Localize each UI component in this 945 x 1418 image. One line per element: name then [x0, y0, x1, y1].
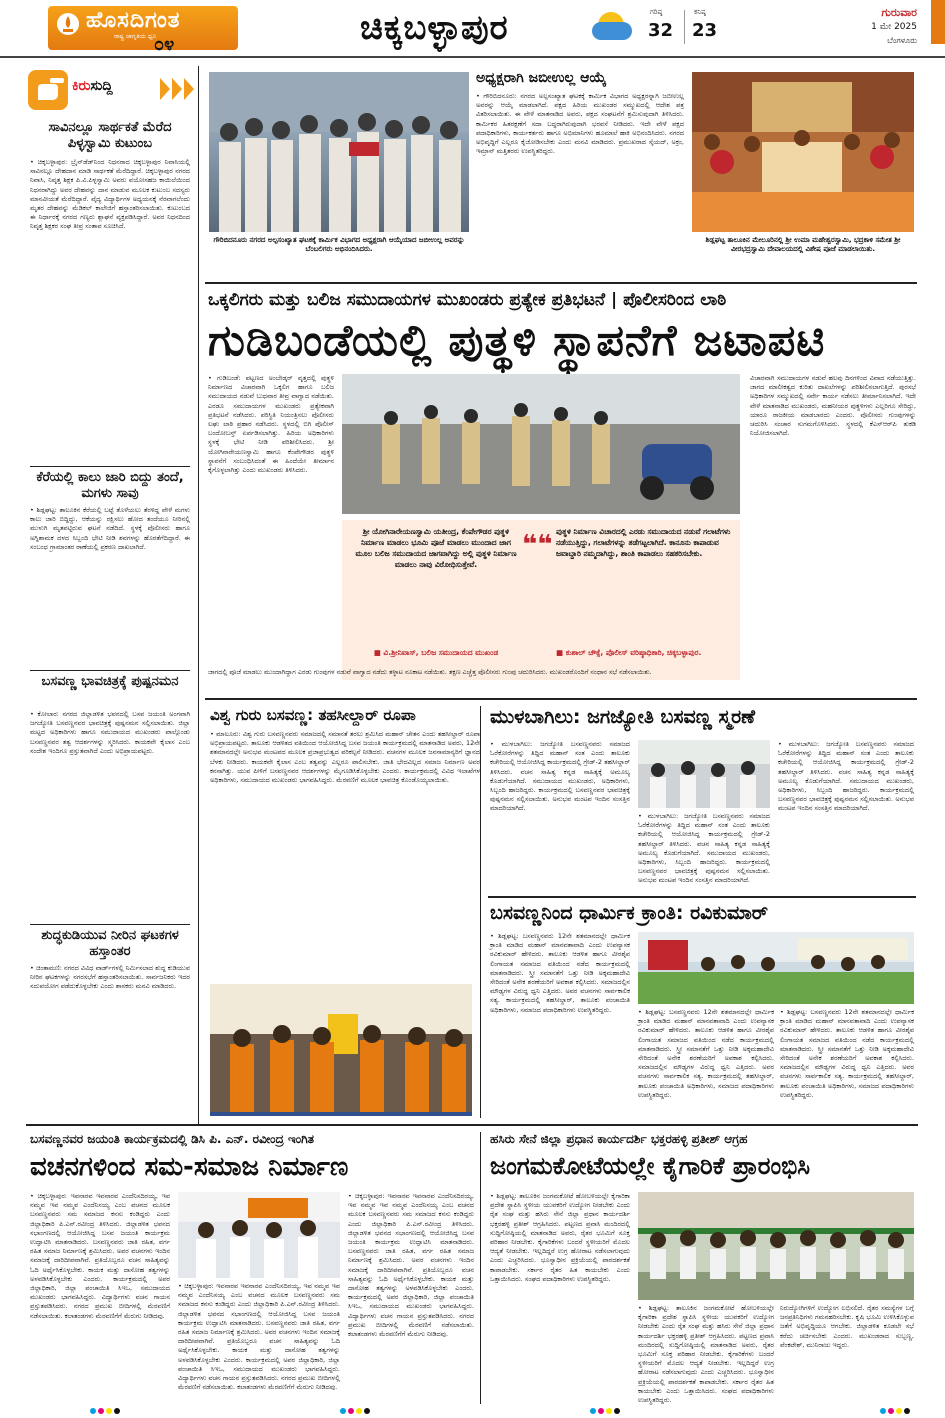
story-jangamakote-2: • ಶಿಡ್ಲಘಟ್ಟ: ತಾಲೂಕಿನ ಜಂಗಮಕೋಟೆ ಹೋಬಳಿಯಲ್ಲೇ ಕೈಗಾರಿಕಾ ಪ್ರದೇಶ ಸ್ಥಾಪಿಸಿ ಸ್ಥಳೀಯ ಯುವಕರಿಗೆ ಉದ್ಯೋಗ ನೀಡಬೇಕು ಎಂದು ರೈತ ಸಂಘ ಮತ್ತು ಹಸಿರು ಸೇನೆ ಜಿಲ್ಲಾ ಪ್ರಧಾನ ಕಾರ್ಯದರ್ಶಿ ಭಕ್ತರಹಳ್ಳಿ ಪ್ರತೀಶ್ ಆಗ್ರಹಿಸಿದರು. ಪಟ್ಟಣದ ಪ್ರವಾಸಿ ಮಂದಿರದಲ್ಲಿ ಸುದ್ದಿಗೋಷ್ಠಿಯಲ್ಲಿ ಮಾತನಾಡಿದ ಅವರು, ರೈತರ ಭೂಮಿಗೆ ಸೂಕ್ತ ಪರಿಹಾರ ನೀಡಬೇಕು. ಕೈಗಾರಿಕೆಗಳು ಬಂದರೆ ಸ್ಥಳೀಯರಿಗೆ ಮೊದಲ ಆದ್ಯತೆ ನೀಡಬೇಕು. ಇಲ್ಲದಿದ್ದರೆ ಉಗ್ರ ಹೋರಾಟ ನಡೆಸಲಾಗುವುದು ಎಂದು ಎಚ್ಚರಿಸಿದರು. ಭೂಸ್ವಾಧೀನ ಪ್ರಕ್ರಿಯೆಯಲ್ಲಿ ಪಾರದರ್ಶಕತೆ ಕಾಪಾಡಬೇಕು. ಸರ್ಕಾರ ರೈತರ ಹಿತ ಕಾಯಬೇಕು ಎಂದು ಒತ್ತಾಯಿಸಿದರು. ಸಂಘದ ಪದಾಧಿಕಾರಿಗಳು ಉಪಸ್ಥಿತರಿದ್ದರು. [638, 1304, 774, 1405]
registration-dots [590, 1408, 620, 1414]
story-mulbagal-2: • ಮುಳಬಾಗಿಲು: ಜಗಜ್ಯೋತಿ ಬಸವಣ್ಣನವರು ಸಮಾಜದ ಓರೆಕೋರೆಗಳನ್ನು ತಿದ್ದಿದ ಮಹಾನ್ ಸಂತ ಎಂದು ತಾಲೂಕು ಕಚೇರಿಯಲ್ಲಿ ಆಯೋಜಿಸಿದ್ದ ಕಾರ್ಯಕ್ರಮದಲ್ಲಿ ಗ್ರೇಡ್-2 ತಹಸೀಲ್ದಾರ್ ತಿಳಿಸಿದರು. ವಚನ ಸಾಹಿತ್ಯ ಕನ್ನಡ ಸಾಹಿತ್ಯಕ್ಕೆ ಅಮೂಲ್ಯ ಕೊಡುಗೆಯಾಗಿದೆ. ಸಮುದಾಯದ ಮುಖಂಡರು, ಅಧಿಕಾರಿಗಳು, ಸಿಬ್ಬಂದಿ ಹಾಜರಿದ್ದರು. ಕಾರ್ಯಕ್ರಮದಲ್ಲಿ ಬಸವಣ್ಣನವರ ಭಾವಚಿತ್ರಕ್ಕೆ ಪುಷ್ಪನಮನ ಸಲ್ಲಿಸಲಾಯಿತು. ಅನುಭವ ಮಂಟಪ ಇಂದಿನ ಸಂಸತ್ತಿನ ಮಾದರಿಯಾಗಿದೆ. [778, 740, 914, 813]
story-ravikumar-3: • ಶಿಡ್ಲಘಟ್ಟ: ಬಸವಣ್ಣನವರು 12ನೇ ಶತಮಾನದಲ್ಲೇ ಧಾರ್ಮಿಕ ಕ್ರಾಂತಿ ಮಾಡಿದ ಮಹಾನ್ ಮಾನವತಾವಾದಿ ಎಂದು ಉಪನ್ಯಾಸಕ ರವಿಕುಮಾರ್ ಹೇಳಿದರು. ತಾಲೂಕು ಆಡಳಿತ ಹಾಗೂ ವೀರಶೈವ ಲಿಂಗಾಯತ ಸಮಾಜದ ವತಿಯಿಂದ ನಡೆದ ಕಾರ್ಯಕ್ರಮದಲ್ಲಿ ಮಾತನಾಡಿದರು. ಸ್ತ್ರೀ ಸಮಾನತೆಗೆ ಒತ್ತು ನೀಡಿ ಅಕ್ಕಮಹಾದೇವಿ ಸೇರಿದಂತೆ ಅನೇಕ ಶರಣೆಯರಿಗೆ ಅವಕಾಶ ಕಲ್ಪಿಸಿದರು. ಸಮಾಜದಲ್ಲಿನ ಮೌಢ್ಯಗಳ ವಿರುದ್ಧ ಧ್ವನಿ ಎತ್ತಿದರು. ಅವರ ವಚನಗಳು ಸಾರ್ವಕಾಲಿಕ ಸತ್ಯ. ಕಾರ್ಯಕ್ರಮದಲ್ಲಿ ತಹಸೀಲ್ದಾರ್, ತಾಲೂಕು ಪಂಚಾಯಿತಿ ಅಧಿಕಾರಿಗಳು, ಸಮಾಜದ ಪದಾಧಿಕಾರಿಗಳು ಉಪಸ್ಥಿತರಿದ್ದರು. [780, 1008, 914, 1099]
quote-balija-by: ■ ವಿ.ಶ್ರೀನಿವಾಸ್, ಬಲಿಜ ಸಮುದಾಯದ ಮುಖಂಡ [373, 648, 499, 657]
quote-mark-icon: ❝❝ [522, 530, 553, 560]
headline-left-2: ಕೆರೆಯಲ್ಲಿ ಕಾಲು ಜಾರಿ ಬಿದ್ದು ತಂದೆ, ಮಗಳು ಸಾವು [36, 470, 184, 501]
story-mulbagal-3: • ಮುಳಬಾಗಿಲು: ಜಗಜ್ಯೋತಿ ಬಸವಣ್ಣನವರು ಸಮಾಜದ ಓರೆಕೋರೆಗಳನ್ನು ತಿದ್ದಿದ ಮಹಾನ್ ಸಂತ ಎಂದು ತಾಲೂಕು ಕಚೇರಿಯಲ್ಲಿ ಆಯೋಜಿಸಿದ್ದ ಕಾರ್ಯಕ್ರಮದಲ್ಲಿ ಗ್ರೇಡ್-2 ತಹಸೀಲ್ದಾರ್ ತಿಳಿಸಿದರು. ವಚನ ಸಾಹಿತ್ಯ ಕನ್ನಡ ಸಾಹಿತ್ಯಕ್ಕೆ ಅಮೂಲ್ಯ ಕೊಡುಗೆಯಾಗಿದೆ. ಸಮುದಾಯದ ಮುಖಂಡರು, ಅಧಿಕಾರಿಗಳು, ಸಿಬ್ಬಂದಿ ಹಾಜರಿದ್ದರು. ಕಾರ್ಯಕ್ರಮದಲ್ಲಿ ಬಸವಣ್ಣನವರ ಭಾವಚಿತ್ರಕ್ಕೆ ಪುಷ್ಪನಮನ ಸಲ್ಲಿಸಲಾಯಿತು. ಅನುಭವ ಮಂಟಪ ಇಂದಿನ ಸಂಸತ್ತಿನ ಮಾದರಿಯಾಗಿದೆ. [638, 812, 770, 885]
headline-left-4: ಶುದ್ಧಕುಡಿಯುವ ನೀರಿನ ಘಟಕಗಳ ಹಸ್ತಾಂತರ [41, 928, 179, 959]
lead-kicker: ಒಕ್ಕಲಿಗರು ಮತ್ತು ಬಲಿಜ ಸಮುದಾಯಗಳ ಮುಖಂಡರು ಪ್ರತ್ಯೇಕ ಪ್ರತಿಭಟನೆ | ಪೊಲೀಸರಿಂದ ಲಾಠಿ [208, 290, 727, 310]
photo-felicitation [209, 72, 469, 232]
headline-left-1: ಸಾವಿನಲ್ಲೂ ಸಾರ್ಥಕತೆ ಮೆರೆದ ಪಿಳ್ಳಸ್ವಾಮಿ ಕುಟುಂಬ [48, 120, 172, 151]
photo-police-lathi [342, 374, 740, 514]
quote-panel [342, 520, 740, 680]
caption-felicitation: ಗೌರಿಬಿದನೂರು ನಗರದ ಅಲ್ಪಸಂಖ್ಯಾತ ಘಟಕಕ್ಕೆ ಕಾರ್ಮಿಕ ವಿಭಾಗದ ಅಧ್ಯಕ್ಷರಾಗಿ ಆಯ್ಕೆಯಾದ ಜಬೀಉಲ್ಲ ಅವರನ್ನು ಬೆಂಬಲಿಗರು ಅಭಿನಂದಿಸಿದರು. [213, 236, 465, 253]
lead-column-4: ವಿಚಾರವಾಗಿ ಸಮುದಾಯಗಳ ನಡುವೆ ಹಲವು ದಿನಗಳಿಂದ ವಿವಾದ ನಡೆಯುತ್ತಿತ್ತು. ಜಾಗದ ಮಾಲೀಕತ್ವದ ಕುರಿತು ದಾಖಲೆಗಳನ್ನು ಪರಿಶೀಲಿಸಲಾಗುತ್ತಿದೆ. ಪುರಸಭೆ ಅಧಿಕಾರಿಗಳ ಸಮ್ಮುಖದಲ್ಲಿ ಸರ್ವೇ ಕಾರ್ಯ ನಡೆಸಲು ತೀರ್ಮಾನಿಸಲಾಗಿದೆ. ಇದೇ ವೇಳೆ ಮಾತನಾಡಿದ ಮುಖಂಡರು, ಮಹನೀಯರ ಪುತ್ಥಳಿಗಳು ಎಲ್ಲರಿಗೂ ಸೇರಿದ್ದು, ಯಾರೂ ರಾಜಕೀಯ ಮಾಡಬಾರದು ಎಂದರು. ಪೊಲೀಸರು ಗುಂಪುಗಳನ್ನು ಚದುರಿಸಿ ಸಂಚಾರ ಸುಗಮಗೊಳಿಸಿದರು. ಸ್ಥಳದಲ್ಲಿ ಕೆಎಸ್‌ಆರ್‌ಪಿ ತುಕಡಿ ನಿಯೋಜಿಸಲಾಗಿದೆ. [750, 374, 916, 438]
story-vishwa-guru: • ಮಾಲೂರು: ವಿಶ್ವ ಗುರು ಬಸವಣ್ಣನವರು ಸಮಾಜದಲ್ಲಿ ಸಮಾನತೆ ತರಲು ಶ್ರಮಿಸಿದ ಮಹಾನ್ ಚೇತನ ಎಂದು ತಹಸೀಲ್ದಾರ್ ರೂಪಾ ಅಭಿಪ್ರಾಯಪಟ್ಟರು. ತಾಲೂಕು ಆಡಳಿತದ ವತಿಯಿಂದ ಆಯೋಜಿಸಿದ್ದ ಬಸವ ಜಯಂತಿ ಕಾರ್ಯಕ್ರಮದಲ್ಲಿ ಮಾತನಾಡಿದ ಅವರು, 12ನೇ ಶತಮಾನದಲ್ಲೇ ಅನುಭವ ಮಂಟಪದ ಮೂಲಕ ಪ್ರಜಾಪ್ರಭುತ್ವದ ಪರಿಕಲ್ಪನೆ ನೀಡಿದರು. ವಚನಗಳ ಮೂಲಕ ಜನಸಾಮಾನ್ಯರಿಗೆ ಜ್ಞಾನದ ಬೆಳಕು ನೀಡಿದರು. ಕಾಯಕವೇ ಕೈಲಾಸ ಎಂಬ ತತ್ವವನ್ನು ಎಲ್ಲರೂ ಪಾಲಿಸಬೇಕು. ಜಾತಿ ಭೇದವಿಲ್ಲದ ಸಮಾಜ ನಿರ್ಮಾಣ ಅವರ ಕನಸಾಗಿತ್ತು. ಯುವ ಪೀಳಿಗೆ ಬಸವಣ್ಣನವರ ಆದರ್ಶಗಳನ್ನು ಮೈಗೂಡಿಸಿಕೊಳ್ಳಬೇಕು ಎಂದರು. ಕಾರ್ಯಕ್ರಮದಲ್ಲಿ ವಿವಿಧ ಇಲಾಖೆಗಳ ಅಧಿಕಾರಿಗಳು, ಸಮುದಾಯದ ಮುಖಂಡರು ಭಾಗವಹಿಸಿದ್ದರು. ಮೆರವಣಿಗೆ ಮೂಲಕ ಭಾವಚಿತ್ರ ಕೊಂಡೊಯ್ಯಲಾಯಿತು. [210, 730, 480, 785]
registration-dots [880, 1408, 910, 1414]
lamp-icon [56, 12, 80, 36]
story-jangamakote-1: • ಶಿಡ್ಲಘಟ್ಟ: ತಾಲೂಕಿನ ಜಂಗಮಕೋಟೆ ಹೋಬಳಿಯಲ್ಲೇ ಕೈಗಾರಿಕಾ ಪ್ರದೇಶ ಸ್ಥಾಪಿಸಿ ಸ್ಥಳೀಯ ಯುವಕರಿಗೆ ಉದ್ಯೋಗ ನೀಡಬೇಕು ಎಂದು ರೈತ ಸಂಘ ಮತ್ತು ಹಸಿರು ಸೇನೆ ಜಿಲ್ಲಾ ಪ್ರಧಾನ ಕಾರ್ಯದರ್ಶಿ ಭಕ್ತರಹಳ್ಳಿ ಪ್ರತೀಶ್ ಆಗ್ರಹಿಸಿದರು. ಪಟ್ಟಣದ ಪ್ರವಾಸಿ ಮಂದಿರದಲ್ಲಿ ಸುದ್ದಿಗೋಷ್ಠಿಯಲ್ಲಿ ಮಾತನಾಡಿದ ಅವರು, ರೈತರ ಭೂಮಿಗೆ ಸೂಕ್ತ ಪರಿಹಾರ ನೀಡಬೇಕು. ಕೈಗಾರಿಕೆಗಳು ಬಂದರೆ ಸ್ಥಳೀಯರಿಗೆ ಮೊದಲ ಆದ್ಯತೆ ನೀಡಬೇಕು. ಇಲ್ಲದಿದ್ದರೆ ಉಗ್ರ ಹೋರಾಟ ನಡೆಸಲಾಗುವುದು ಎಂದು ಎಚ್ಚರಿಸಿದರು. ಭೂಸ್ವಾಧೀನ ಪ್ರಕ್ರಿಯೆಯಲ್ಲಿ ಪಾರದರ್ಶಕತೆ ಕಾಪಾಡಬೇಕು. ಸರ್ಕಾರ ರೈತರ ಹಿತ ಕಾಯಬೇಕು ಎಂದು ಒತ್ತಾಯಿಸಿದರು. ಸಂಘದ ಪದಾಧಿಕಾರಿಗಳು ಉಪಸ್ಥಿತರಿದ್ದರು. [490, 1192, 630, 1283]
quote-balija: ಶ್ರೀ ಯೋಗಿನಾರೇಯಣಸ್ವಾಮಿ ಯತೀಂದ್ರ, ಕೆಂಪೇಗೌಡರ ಪುತ್ಥಳಿ ನಿರ್ಮಾಣ ಮಾಡಲು ಭೂಮಿ ಪೂಜೆ ಮಾಡಲು ಮುಂದಾದ ಜಾಗ ಮೂಲ ಬಲಿಜ ಸಮುದಾಯದ ಜಾಗವಾಗಿದ್ದು ಅಲ್ಲಿ ಪುತ್ಥಳಿ ನಿರ್ಮಾಣ ಮಾಡಲು ನಾವು ವಿರೋಧಿಸುತ್ತೇವೆ. [355, 527, 517, 569]
quote-sp-by: ■ ಕುಶಾಲ್ ಚೌಕ್ಸೆ, ಪೊಲೀಸ್ ವರಿಷ್ಠಾಧಿಕಾರಿ, ಚಿಕ್ಕಬಳ್ಳಾಪುರ. [556, 648, 702, 657]
max-temp: 32 [648, 20, 674, 41]
registration-dots [90, 1408, 120, 1414]
headline-jangamakote: ಜಂಗಮಕೋಟೆಯಲ್ಲೇ ಕೈಗಾರಿಕೆ ಪ್ರಾರಂಭಿಸಿ [490, 1152, 810, 1180]
story-jangamakote-3: ನಿರುದ್ಯೋಗಿಗಳಿಗೆ ಉದ್ಯೋಗ ಲಭಿಸಲಿದೆ. ರೈತರ ಸಮಸ್ಯೆಗಳ ಬಗ್ಗೆ ಜನಪ್ರತಿನಿಧಿಗಳು ಗಮನಹರಿಸಬೇಕು. ಕೃಷಿ ಭೂಮಿ ಉಳಿಸಿಕೊಳ್ಳುವ ಜತೆಗೆ ಅಭಿವೃದ್ಧಿಯೂ ಆಗಬೇಕು. ಜಿಲ್ಲಾಡಳಿತ ಕೂಡಲೇ ಸಭೆ ಕರೆದು ಚರ್ಚಿಸಬೇಕು ಎಂದರು. ಮುಖಂಡರಾದ ಸುಬ್ಬಣ್ಣ, ವೆಂಕಟೇಶ್, ಮುನಿರಾಜು ಇದ್ದರು. [780, 1304, 914, 1349]
max-label: ಗರಿಷ್ಠ [650, 8, 663, 16]
chevron-icon [160, 78, 170, 100]
page-number: ೦೪ [154, 34, 175, 55]
story-left-3: • ಕೋಲಾರ: ನಗರದ ಜಿಲ್ಲಾಡಳಿತ ಭವನದಲ್ಲಿ ಬಸವ ಜಯಂತಿ ಅಂಗವಾಗಿ ಜಗಜ್ಯೋತಿ ಬಸವಣ್ಣನವರ ಭಾವಚಿತ್ರಕ್ಕೆ ಪುಷ್ಪನಮನ ಸಲ್ಲಿಸಲಾಯಿತು. ಜಿಲ್ಲಾ ಮಟ್ಟದ ಅಧಿಕಾರಿಗಳು ಹಾಗೂ ಸಮುದಾಯದ ಮುಖಂಡರು ಪಾಲ್ಗೊಂಡು ಬಸವಣ್ಣನವರ ತತ್ವ ಆದರ್ಶಗಳನ್ನು ಸ್ಮರಿಸಿದರು. ಕಾಯಕವೇ ಕೈಲಾಸ ಎಂಬ ಸಂದೇಶ ಇಂದಿಗೂ ಪ್ರಸ್ತುತವಾಗಿದೆ ಎಂದು ಅಭಿಪ್ರಾಯಪಟ್ಟರು. [30, 710, 190, 755]
cloud-icon [592, 22, 632, 40]
chevron-icon [172, 78, 182, 100]
story-ravikumar: • ಶಿಡ್ಲಘಟ್ಟ: ಬಸವಣ್ಣನವರು 12ನೇ ಶತಮಾನದಲ್ಲೇ ಧಾರ್ಮಿಕ ಕ್ರಾಂತಿ ಮಾಡಿದ ಮಹಾನ್ ಮಾನವತಾವಾದಿ ಎಂದು ಉಪನ್ಯಾಸಕ ರವಿಕುಮಾರ್ ಹೇಳಿದರು. ತಾಲೂಕು ಆಡಳಿತ ಹಾಗೂ ವೀರಶೈವ ಲಿಂಗಾಯತ ಸಮಾಜದ ವತಿಯಿಂದ ನಡೆದ ಕಾರ್ಯಕ್ರಮದಲ್ಲಿ ಮಾತನಾಡಿದರು. ಸ್ತ್ರೀ ಸಮಾನತೆಗೆ ಒತ್ತು ನೀಡಿ ಅಕ್ಕಮಹಾದೇವಿ ಸೇರಿದಂತೆ ಅನೇಕ ಶರಣೆಯರಿಗೆ ಅವಕಾಶ ಕಲ್ಪಿಸಿದರು. ಸಮಾಜದಲ್ಲಿನ ಮೌಢ್ಯಗಳ ವಿರುದ್ಧ ಧ್ವನಿ ಎತ್ತಿದರು. ಅವರ ವಚನಗಳು ಸಾರ್ವಕಾಲಿಕ ಸತ್ಯ. ಕಾರ್ಯಕ್ರಮದಲ್ಲಿ ತಹಸೀಲ್ದಾರ್, ತಾಲೂಕು ಪಂಚಾಯಿತಿ ಅಧಿಕಾರಿಗಳು, ಸಮಾಜದ ಪದಾಧಿಕಾರಿಗಳು ಉಪಸ್ಥಿತರಿದ್ದರು. [490, 932, 630, 1014]
edition-city: ಚಿಕ್ಕಬಳ್ಳಾಪುರ [360, 8, 509, 48]
hand-point-icon [28, 70, 68, 110]
headline-mulbagal: ಮುಳಬಾಗಿಲು: ಜಗಜ್ಯೋತಿ ಬಸವಣ್ಣ ಸ್ಮರಣೆ [490, 706, 756, 728]
story-left-1: • ಚಿಕ್ಕಬಳ್ಳಾಪುರ: ಬ್ರೈನ್‌ಡೆಡ್‌ನಿಂದ ನಿಧನರಾದ ಚಿಕ್ಕಬಳ್ಳಾಪುರ ನಿವಾಸಿಯಲ್ಲಿ ಸಾವಿನಲ್ಲೂ ದೇಹದಾನ ಮಾಡಿ ಸಾರ್ಥಕತೆ ಮೆರೆದಿದ್ದಾರೆ. ಚಿಕ್ಕಬಳ್ಳಾಪುರ ನಗರದ ನಿವಾಸಿ, ನಿವೃತ್ತ ಶಿಕ್ಷಕ ಪಿ.ವಿ.ಪಿಳ್ಳಸ್ವಾಮಿ ಅವರು ವಯೋಸಹಜ ಕಾಯಿಲೆಯಿಂದ ನಿಧನರಾಗಿದ್ದು ಅವರ ದೇಹವನ್ನು ದಾನ ಮಾಡುವ ಮೂಲಕ ಕುಟುಂಬ ಸದಸ್ಯರು ಮಾನವೀಯತೆ ಮೆರೆದಿದ್ದಾರೆ. ವೈದ್ಯ ವಿದ್ಯಾರ್ಥಿಗಳ ಅಧ್ಯಯನಕ್ಕೆ ನೆರವಾಗಲೆಂದು ಮೃತರ ದೇಹವನ್ನು ಮೆಡಿಕಲ್ ಕಾಲೇಜಿಗೆ ಹಸ್ತಾಂತರಿಸಲಾಯಿತು. ಕುಟುಂಬದ ಈ ನಿರ್ಧಾರಕ್ಕೆ ನಗರದ ಗಣ್ಯರು ಶ್ಲಾಘನೆ ವ್ಯಕ್ತಪಡಿಸಿದ್ದಾರೆ. ಅವರ ನಿಧನದಿಂದ ನಿವೃತ್ತ ಶಿಕ್ಷಕರ ಸಂಘ ತೀವ್ರ ಸಂತಾಪ ಸೂಚಿಸಿದೆ. [30, 158, 190, 231]
photo-ravikumar [638, 932, 914, 1004]
headline-vachana: ವಚನಗಳಿಂದ ಸಮ-ಸಮಾಜ ನಿರ್ಮಾಣ [30, 1152, 349, 1182]
logo-tagline: ರಾಷ್ಟ್ರ ಜಾಗೃತಿಯ ಧ್ವನಿ [114, 33, 157, 40]
kiru-prefix: ಕಿರು [72, 78, 91, 94]
photo-mulbagal [638, 740, 770, 808]
story-left-4: • ಚಿಂತಾಮಣಿ: ನಗರದ ವಿವಿಧ ವಾರ್ಡ್‌ಗಳಲ್ಲಿ ನಿರ್ಮಿಸಲಾದ ಶುದ್ಧ ಕುಡಿಯುವ ನೀರಿನ ಘಟಕಗಳನ್ನು ನಗರಸಭೆಗೆ ಹಸ್ತಾಂತರಿಸಲಾಯಿತು. ಸಾರ್ವಜನಿಕರು ಇದರ ಸದುಪಯೋಗ ಪಡೆದುಕೊಳ್ಳಬೇಕು ಎಂದು ಶಾಸಕರು ಮನವಿ ಮಾಡಿದರು. [30, 964, 190, 991]
edition: ಬೆಂಗಳೂರು [887, 36, 917, 45]
min-label: ಕನಿಷ್ಠ [694, 8, 706, 16]
headline-ravikumar: ಬಸವಣ್ಣನಿಂದ ಧಾರ್ಮಿಕ ಕ್ರಾಂತಿ: ರವಿಕುಮಾರ್ [490, 902, 768, 924]
photo-vachana-dc [178, 1192, 340, 1278]
story-jabiulla: • ಗೌರಿಬಿದನೂರು: ನಗರದ ಅಲ್ಪಸಂಖ್ಯಾತ ಘಟಕಕ್ಕೆ ಕಾರ್ಮಿಕ ವಿಭಾಗದ ಅಧ್ಯಕ್ಷರನ್ನಾಗಿ ಜಬೀಉಲ್ಲ ಅವರನ್ನು ಆಯ್ಕೆ ಮಾಡಲಾಗಿದೆ. ಪಕ್ಷದ ಹಿರಿಯ ಮುಖಂಡರ ಸಮ್ಮುಖದಲ್ಲಿ ಆದೇಶ ಪತ್ರ ವಿತರಿಸಲಾಯಿತು. ಈ ವೇಳೆ ಮಾತನಾಡಿದ ಅವರು, ಪಕ್ಷದ ಸಂಘಟನೆಗೆ ಶ್ರಮಿಸುವುದಾಗಿ ತಿಳಿಸಿದರು. ಕಾರ್ಮಿಕರ ಹಿತರಕ್ಷಣೆಗೆ ಸದಾ ಬದ್ಧರಾಗಿರುವುದಾಗಿ ಭರವಸೆ ನೀಡಿದರು. ಇದೇ ವೇಳೆ ಪಕ್ಷದ ಪದಾಧಿಕಾರಿಗಳು, ಕಾರ್ಯಕರ್ತರು ಹಾಗೂ ಅಭಿಮಾನಿಗಳು ಹೂಮಾಲೆ ಹಾಕಿ ಅಭಿನಂದಿಸಿದರು. ನಗರದ ಅಭಿವೃದ್ಧಿಗೆ ಎಲ್ಲರೂ ಕೈಜೋಡಿಸಬೇಕು ಎಂದು ಮನವಿ ಮಾಡಿದರು. ಪ್ರಮುಖರಾದ ಸೈಯದ್, ಅಕ್ರಂ, ಇಮ್ರಾನ್ ಮತ್ತಿತರರು ಉಪಸ್ಥಿತರಿದ್ದರು. [476, 92, 684, 156]
lead-headline: ಗುಡಿಬಂಡೆಯಲ್ಲಿ ಪುತ್ಥಳಿ ಸ್ಥಾಪನೆಗೆ ಜಟಾಪಟಿ [208, 316, 826, 366]
story-left-2: • ಶಿಡ್ಲಘಟ್ಟ: ತಾಲೂಕಿನ ಕೆರೆಯಲ್ಲಿ ಬಟ್ಟೆ ತೊಳೆಯಲು ತೆರಳಿದ್ದ ವೇಳೆ ಮಗಳು ಕಾಲು ಜಾರಿ ಬಿದ್ದಿದ್ದು, ಆಕೆಯನ್ನು ರಕ್ಷಿಸಲು ಹೋದ ತಂದೆಯೂ ನೀರಿನಲ್ಲಿ ಮುಳುಗಿ ಮೃತಪಟ್ಟಿರುವ ಘಟನೆ ನಡೆದಿದೆ. ಸ್ಥಳಕ್ಕೆ ಪೊಲೀಸರು ಹಾಗೂ ಅಗ್ನಿಶಾಮಕ ದಳದ ಸಿಬ್ಬಂದಿ ಭೇಟಿ ನೀಡಿ ಶವಗಳನ್ನು ಹೊರತೆಗೆದಿದ್ದಾರೆ. ಈ ಸಂಬಂಧ ಗ್ರಾಮಾಂತರ ಠಾಣೆಯಲ್ಲಿ ಪ್ರಕರಣ ದಾಖಲಾಗಿದೆ. [30, 506, 190, 551]
story-vachana-1: • ಚಿಕ್ಕಬಳ್ಳಾಪುರ: ಇವನಾರವ ಇವನಾರವ ಎಂದೆನಿಸದಿರಯ್ಯ, ಇವ ನಮ್ಮವ ಇವ ನಮ್ಮವ ಎಂದೆನಿಸಯ್ಯ ಎಂಬ ವಚನದ ಮೂಲಕ ಬಸವಣ್ಣನವರು ಸಮ ಸಮಾಜದ ಕನಸು ಕಂಡಿದ್ದರು ಎಂದು ಜಿಲ್ಲಾಧಿಕಾರಿ ಪಿ.ಎನ್.ರವೀಂದ್ರ ತಿಳಿಸಿದರು. ಜಿಲ್ಲಾಡಳಿತ ಭವನದ ಸಭಾಂಗಣದಲ್ಲಿ ಆಯೋಜಿಸಿದ್ದ ಬಸವ ಜಯಂತಿ ಕಾರ್ಯಕ್ರಮ ಉದ್ಘಾಟಿಸಿ ಮಾತನಾಡಿದರು. ಬಸವಣ್ಣನವರು ಜಾತಿ ರಹಿತ, ವರ್ಗ ರಹಿತ ಸಮಾಜ ನಿರ್ಮಾಣಕ್ಕೆ ಶ್ರಮಿಸಿದರು. ಅವರ ವಚನಗಳು ಇಂದಿನ ಸಮಾಜಕ್ಕೆ ದಾರಿದೀಪವಾಗಿವೆ. ಪ್ರತಿಯೊಬ್ಬರೂ ವಚನ ಸಾಹಿತ್ಯವನ್ನು ಓದಿ ಅರ್ಥೈಸಿಕೊಳ್ಳಬೇಕು. ಕಾಯಕ ಮತ್ತು ದಾಸೋಹ ತತ್ವಗಳನ್ನು ಅಳವಡಿಸಿಕೊಳ್ಳಬೇಕು ಎಂದರು. ಕಾರ್ಯಕ್ರಮದಲ್ಲಿ ಅಪರ ಜಿಲ್ಲಾಧಿಕಾರಿ, ಜಿಲ್ಲಾ ಪಂಚಾಯಿತಿ ಸಿಇಒ, ಸಮುದಾಯದ ಮುಖಂಡರು ಭಾಗವಹಿಸಿದ್ದರು. ವಿದ್ಯಾರ್ಥಿಗಳು ವಚನ ಗಾಯನ ಪ್ರಸ್ತುತಪಡಿಸಿದರು. ನಗರದ ಪ್ರಮುಖ ಬೀದಿಗಳಲ್ಲಿ ಮೆರವಣಿಗೆ ನಡೆಸಲಾಯಿತು. ಕಲಾತಂಡಗಳು ಮೆರವಣಿಗೆಗೆ ಮೆರುಗು ನೀಡಿದವು. [30, 1192, 170, 1320]
kiru-suddi-label [28, 70, 188, 110]
quote-sp: ಪುತ್ಥಳಿ ನಿರ್ಮಾಣ ವಿಚಾರದಲ್ಲಿ ಎರಡು ಸಮುದಾಯದ ನಡುವೆ ಗಲಾಟೆಗಳು ನಡೆಯುತ್ತಿದ್ದು, ಗಲಾಟೆಗಳನ್ನು ತಡೆಗಟ್ಟಲಾಗಿದೆ. ಕಾನೂನು ಕಾಪಾಡುವ ಜವಾಬ್ದಾರಿ ನಮ್ಮದಾಗಿದ್ದು, ಶಾಂತಿ ಕಾಪಾಡಲು ಸಹಕರಿಸಬೇಕು. [556, 527, 731, 558]
kicker-hasiru-sene: ಹಸಿರು ಸೇನೆ ಜಿಲ್ಲಾ ಪ್ರಧಾನ ಕಾರ್ಯದರ್ಶಿ ಭಕ್ತರಹಳ್ಳಿ ಪ್ರತೀಶ್ ಆಗ್ರಹ [490, 1132, 748, 1146]
lead-continuation: ಜಾಗದಲ್ಲಿ ಪೂಜೆ ಮಾಡಲು ಮುಂದಾಗಿದ್ದಾಗ ಎರಡು ಗುಂಪುಗಳ ನಡುವೆ ವಾಗ್ವಾದ ನಡೆದು ತಳ್ಳಾಟ ನೂಕಾಟ ನಡೆಯಿತು. ತಕ್ಷಣ ಎಚ್ಚೆತ್ತ ಪೊಲೀಸರು ಗುಂಪು ಚದುರಿಸಿದರು. ಮುಖಂಡರೊಂದಿಗೆ ಸಂಧಾನ ಸಭೆ ನಡೆಸಲಾಯಿತು. [208, 668, 652, 676]
story-vachana-2: • ಚಿಕ್ಕಬಳ್ಳಾಪುರ: ಇವನಾರವ ಇವನಾರವ ಎಂದೆನಿಸದಿರಯ್ಯ, ಇವ ನಮ್ಮವ ಇವ ನಮ್ಮವ ಎಂದೆನಿಸಯ್ಯ ಎಂಬ ವಚನದ ಮೂಲಕ ಬಸವಣ್ಣನವರು ಸಮ ಸಮಾಜದ ಕನಸು ಕಂಡಿದ್ದರು ಎಂದು ಜಿಲ್ಲಾಧಿಕಾರಿ ಪಿ.ಎನ್.ರವೀಂದ್ರ ತಿಳಿಸಿದರು. ಜಿಲ್ಲಾಡಳಿತ ಭವನದ ಸಭಾಂಗಣದಲ್ಲಿ ಆಯೋಜಿಸಿದ್ದ ಬಸವ ಜಯಂತಿ ಕಾರ್ಯಕ್ರಮ ಉದ್ಘಾಟಿಸಿ ಮಾತನಾಡಿದರು. ಬಸವಣ್ಣನವರು ಜಾತಿ ರಹಿತ, ವರ್ಗ ರಹಿತ ಸಮಾಜ ನಿರ್ಮಾಣಕ್ಕೆ ಶ್ರಮಿಸಿದರು. ಅವರ ವಚನಗಳು ಇಂದಿನ ಸಮಾಜಕ್ಕೆ ದಾರಿದೀಪವಾಗಿವೆ. ಪ್ರತಿಯೊಬ್ಬರೂ ವಚನ ಸಾಹಿತ್ಯವನ್ನು ಓದಿ ಅರ್ಥೈಸಿಕೊಳ್ಳಬೇಕು. ಕಾಯಕ ಮತ್ತು ದಾಸೋಹ ತತ್ವಗಳನ್ನು ಅಳವಡಿಸಿಕೊಳ್ಳಬೇಕು ಎಂದರು. ಕಾರ್ಯಕ್ರಮದಲ್ಲಿ ಅಪರ ಜಿಲ್ಲಾಧಿಕಾರಿ, ಜಿಲ್ಲಾ ಪಂಚಾಯಿತಿ ಸಿಇಒ, ಸಮುದಾಯದ ಮುಖಂಡರು ಭಾಗವಹಿಸಿದ್ದರು. ವಿದ್ಯಾರ್ಥಿಗಳು ವಚನ ಗಾಯನ ಪ್ರಸ್ತುತಪಡಿಸಿದರು. ನಗರದ ಪ್ರಮುಖ ಬೀದಿಗಳಲ್ಲಿ ಮೆರವಣಿಗೆ ನಡೆಸಲಾಯಿತು. ಕಲಾತಂಡಗಳು ಮೆರವಣಿಗೆಗೆ ಮೆರುಗು ನೀಡಿದವು. [178, 1282, 340, 1392]
kiru-suffix: ಸುದ್ದಿ [90, 78, 113, 94]
headline-left-3: ಬಸವಣ್ಣ ಭಾವಚಿತ್ರಕ್ಕೆ ಪುಷ್ಪನಮನ [41, 674, 179, 689]
caption-temple: ಶಿಡ್ಲಘಟ್ಟ ತಾಲೂಕಿನ ಮೇಲೂರಿನಲ್ಲಿ ಶ್ರೀ ಉಮಾ ಮಹೇಶ್ವರಸ್ವಾಮಿ, ಭದ್ರಕಾಳಿ ಸಮೇತ ಶ್ರೀ ವೀರಭದ್ರಸ್ವಾಮಿ ದೇವಾಲಯದಲ್ಲಿ ವಿಶೇಷ ಪೂಜೆ ಮಾಡಲಾಯಿತು. [705, 236, 901, 253]
min-temp: 23 [692, 20, 718, 41]
story-ravikumar-2: • ಶಿಡ್ಲಘಟ್ಟ: ಬಸವಣ್ಣನವರು 12ನೇ ಶತಮಾನದಲ್ಲೇ ಧಾರ್ಮಿಕ ಕ್ರಾಂತಿ ಮಾಡಿದ ಮಹಾನ್ ಮಾನವತಾವಾದಿ ಎಂದು ಉಪನ್ಯಾಸಕ ರವಿಕುಮಾರ್ ಹೇಳಿದರು. ತಾಲೂಕು ಆಡಳಿತ ಹಾಗೂ ವೀರಶೈವ ಲಿಂಗಾಯತ ಸಮಾಜದ ವತಿಯಿಂದ ನಡೆದ ಕಾರ್ಯಕ್ರಮದಲ್ಲಿ ಮಾತನಾಡಿದರು. ಸ್ತ್ರೀ ಸಮಾನತೆಗೆ ಒತ್ತು ನೀಡಿ ಅಕ್ಕಮಹಾದೇವಿ ಸೇರಿದಂತೆ ಅನೇಕ ಶರಣೆಯರಿಗೆ ಅವಕಾಶ ಕಲ್ಪಿಸಿದರು. ಸಮಾಜದಲ್ಲಿನ ಮೌಢ್ಯಗಳ ವಿರುದ್ಧ ಧ್ವನಿ ಎತ್ತಿದರು. ಅವರ ವಚನಗಳು ಸಾರ್ವಕಾಲಿಕ ಸತ್ಯ. ಕಾರ್ಯಕ್ರಮದಲ್ಲಿ ತಹಸೀಲ್ದಾರ್, ತಾಲೂಕು ಪಂಚಾಯಿತಿ ಅಧಿಕಾರಿಗಳು, ಸಮಾಜದ ಪದಾಧಿಕಾರಿಗಳು ಉಪಸ್ಥಿತರಿದ್ದರು. [638, 1008, 774, 1099]
photo-temple-pooja [692, 72, 914, 232]
registration-dots [340, 1408, 370, 1414]
story-mulbagal: • ಮುಳಬಾಗಿಲು: ಜಗಜ್ಯೋತಿ ಬಸವಣ್ಣನವರು ಸಮಾಜದ ಓರೆಕೋರೆಗಳನ್ನು ತಿದ್ದಿದ ಮಹಾನ್ ಸಂತ ಎಂದು ತಾಲೂಕು ಕಚೇರಿಯಲ್ಲಿ ಆಯೋಜಿಸಿದ್ದ ಕಾರ್ಯಕ್ರಮದಲ್ಲಿ ಗ್ರೇಡ್-2 ತಹಸೀಲ್ದಾರ್ ತಿಳಿಸಿದರು. ವಚನ ಸಾಹಿತ್ಯ ಕನ್ನಡ ಸಾಹಿತ್ಯಕ್ಕೆ ಅಮೂಲ್ಯ ಕೊಡುಗೆಯಾಗಿದೆ. ಸಮುದಾಯದ ಮುಖಂಡರು, ಅಧಿಕಾರಿಗಳು, ಸಿಬ್ಬಂದಿ ಹಾಜರಿದ್ದರು. ಕಾರ್ಯಕ್ರಮದಲ್ಲಿ ಬಸವಣ್ಣನವರ ಭಾವಚಿತ್ರಕ್ಕೆ ಪುಷ್ಪನಮನ ಸಲ್ಲಿಸಲಾಯಿತು. ಅನುಭವ ಮಂಟಪ ಇಂದಿನ ಸಂಸತ್ತಿನ ಮಾದರಿಯಾಗಿದೆ. [490, 740, 630, 813]
photo-farmers [638, 1192, 914, 1300]
photo-basava-jayanti-malur [210, 984, 472, 1112]
chevron-icon [184, 78, 194, 100]
date: 1 ಮೇ 2025 [871, 22, 917, 32]
logo-text: ಹೊಸದಿಗಂತ [86, 8, 181, 33]
day: ಗುರುವಾರ [881, 6, 917, 19]
logo [48, 6, 238, 50]
kicker-vachana: ಬಸವಣ್ಣನವರ ಜಯಂತಿ ಕಾರ್ಯಕ್ರಮದಲ್ಲಿ ಡಿಸಿ ಪಿ. ಎನ್. ರವೀಂದ್ರ ಇಂಗಿತ [30, 1132, 314, 1146]
masthead [0, 0, 945, 58]
headline-vishwa-guru: ವಿಶ್ವ ಗುರು ಬಸವಣ್ಣ: ತಹಸೀಲ್ದಾರ್ ರೂಪಾ [210, 706, 416, 724]
headline-jabiulla: ಅಧ್ಯಕ್ಷರಾಗಿ ಜಬೀಉಲ್ಲ ಆಯ್ಕೆ [476, 70, 607, 86]
photo-bar [210, 1112, 472, 1116]
story-vachana-3: • ಚಿಕ್ಕಬಳ್ಳಾಪುರ: ಇವನಾರವ ಇವನಾರವ ಎಂದೆನಿಸದಿರಯ್ಯ, ಇವ ನಮ್ಮವ ಇವ ನಮ್ಮವ ಎಂದೆನಿಸಯ್ಯ ಎಂಬ ವಚನದ ಮೂಲಕ ಬಸವಣ್ಣನವರು ಸಮ ಸಮಾಜದ ಕನಸು ಕಂಡಿದ್ದರು ಎಂದು ಜಿಲ್ಲಾಧಿಕಾರಿ ಪಿ.ಎನ್.ರವೀಂದ್ರ ತಿಳಿಸಿದರು. ಜಿಲ್ಲಾಡಳಿತ ಭವನದ ಸಭಾಂಗಣದಲ್ಲಿ ಆಯೋಜಿಸಿದ್ದ ಬಸವ ಜಯಂತಿ ಕಾರ್ಯಕ್ರಮ ಉದ್ಘಾಟಿಸಿ ಮಾತನಾಡಿದರು. ಬಸವಣ್ಣನವರು ಜಾತಿ ರಹಿತ, ವರ್ಗ ರಹಿತ ಸಮಾಜ ನಿರ್ಮಾಣಕ್ಕೆ ಶ್ರಮಿಸಿದರು. ಅವರ ವಚನಗಳು ಇಂದಿನ ಸಮಾಜಕ್ಕೆ ದಾರಿದೀಪವಾಗಿವೆ. ಪ್ರತಿಯೊಬ್ಬರೂ ವಚನ ಸಾಹಿತ್ಯವನ್ನು ಓದಿ ಅರ್ಥೈಸಿಕೊಳ್ಳಬೇಕು. ಕಾಯಕ ಮತ್ತು ದಾಸೋಹ ತತ್ವಗಳನ್ನು ಅಳವಡಿಸಿಕೊಳ್ಳಬೇಕು ಎಂದರು. ಕಾರ್ಯಕ್ರಮದಲ್ಲಿ ಅಪರ ಜಿಲ್ಲಾಧಿಕಾರಿ, ಜಿಲ್ಲಾ ಪಂಚಾಯಿತಿ ಸಿಇಒ, ಸಮುದಾಯದ ಮುಖಂಡರು ಭಾಗವಹಿಸಿದ್ದರು. ವಿದ್ಯಾರ್ಥಿಗಳು ವಚನ ಗಾಯನ ಪ್ರಸ್ತುತಪಡಿಸಿದರು. ನಗರದ ಪ್ರಮುಖ ಬೀದಿಗಳಲ್ಲಿ ಮೆರವಣಿಗೆ ನಡೆಸಲಾಯಿತು. ಕಲಾತಂಡಗಳು ಮೆರವಣಿಗೆಗೆ ಮೆರುಗು ನೀಡಿದವು. [348, 1192, 474, 1339]
lead-column-1: • ಗುಡಿಬಂಡೆ: ಪಟ್ಟಣದ ಅಂಬೇಡ್ಕರ್ ವೃತ್ತದಲ್ಲಿ ಪುತ್ಥಳಿ ನಿರ್ಮಾಣದ ವಿಚಾರವಾಗಿ ಒಕ್ಕಲಿಗ ಹಾಗೂ ಬಲಿಜ ಸಮುದಾಯದ ನಡುವೆ ಬುಧವಾರ ತೀವ್ರ ವಾಗ್ವಾದ ನಡೆಯಿತು. ಎರಡೂ ಸಮುದಾಯಗಳ ಮುಖಂಡರು ಪ್ರತ್ಯೇಕವಾಗಿ ಪ್ರತಿಭಟನೆ ನಡೆಸಿದರು. ಪರಿಸ್ಥಿತಿ ನಿಯಂತ್ರಿಸಲು ಪೊಲೀಸರು ಲಘು ಲಾಠಿ ಪ್ರಹಾರ ನಡೆಸಿದರು. ಸ್ಥಳದಲ್ಲಿ ಬಿಗಿ ಪೊಲೀಸ್ ಬಂದೋಬಸ್ತ್ ಏರ್ಪಡಿಸಲಾಗಿತ್ತು. ಹಿರಿಯ ಅಧಿಕಾರಿಗಳು ಸ್ಥಳಕ್ಕೆ ಭೇಟಿ ನೀಡಿ ಪರಿಶೀಲಿಸಿದರು. ಶ್ರೀ ಯೋಗಿನಾರೇಯಣಸ್ವಾಮಿ ಹಾಗೂ ಕೆಂಪೇಗೌಡರ ಪುತ್ಥಳಿ ಸ್ಥಾಪನೆಗೆ ಸಂಬಂಧಿಸಿದಂತೆ ಈ ಹಿಂದೆಯೇ ತೀರ್ಮಾನ ಕೈಗೊಳ್ಳಲಾಗಿತ್ತು ಎಂದು ಮುಖಂಡರು ತಿಳಿಸಿದರು. [208, 374, 334, 475]
edge-tab [931, 0, 945, 44]
